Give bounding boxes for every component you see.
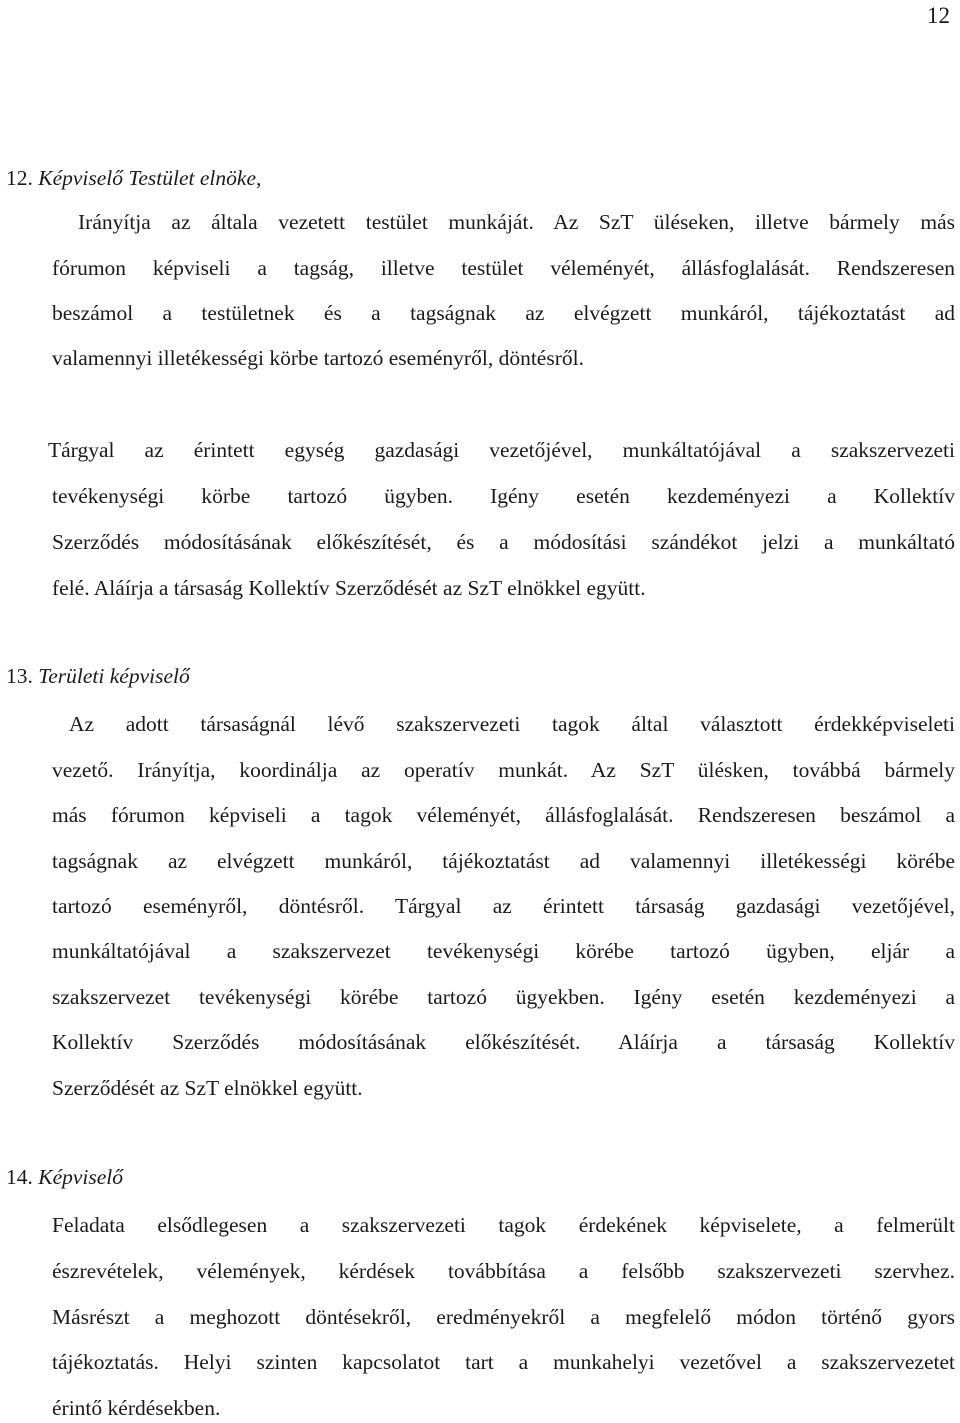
text-line: Tárgyal az érintett egység gazdasági vezetőjével, munkáltatójával a szakszervezeti (48, 438, 955, 462)
section-14-heading (6, 1165, 123, 1190)
text-line: más fórumon képviseli a tagok véleményét, állásfoglalását. Rendszeresen beszámol a (52, 803, 955, 827)
text-line: Szerződés módosításának előkészítését, és a módosítási szándékot jelzi a munkáltató (52, 530, 955, 554)
text-line: munkáltatójával a szakszervezet tevékenységi körébe tartozó ügyben, eljár a (52, 939, 955, 963)
section-title: Képviselő (38, 1165, 124, 1189)
section-number: 13. (6, 664, 33, 688)
text-line: Szerződését az SzT elnökkel együtt. (52, 1076, 363, 1100)
text-line: vezető. Irányítja, koordinálja az operatív munkát. Az SzT ülésken, továbbá bármely (52, 758, 955, 782)
text-line: Feladata elsődlegesen a szakszervezeti tagok érdekének képviselete, a felmerült (52, 1213, 955, 1237)
section-title: Területi képviselő (38, 664, 190, 688)
section-13-heading (6, 664, 190, 689)
text-line: észrevételek, vélemények, kérdések továbbítása a felsőbb szakszervezeti szervhez. (52, 1259, 955, 1283)
section-number: 14. (6, 1165, 33, 1189)
text-line: tájékoztatás. Helyi szinten kapcsolatot tart a munkahelyi vezetővel a szakszervezetet (52, 1350, 955, 1374)
text-line: felé. Aláírja a társaság Kollektív Szerződését az SzT elnökkel együtt. (52, 576, 646, 600)
text-line: érintő kérdésekben. (52, 1396, 221, 1420)
page-number: 12 (927, 3, 950, 28)
section-12-heading (6, 166, 261, 191)
text-line: tagságnak az elvégzett munkáról, tájékoztatást ad valamennyi illetékességi körébe (52, 849, 955, 873)
text-line: szakszervezet tevékenységi körébe tartozó ügyekben. Igény esetén kezdeményezi a (52, 985, 955, 1009)
text-line: tevékenységi körbe tartozó ügyben. Igény esetén kezdeményezi a Kollektív (52, 484, 955, 508)
text-line: Másrészt a meghozott döntésekről, eredményekről a megfelelő módon történő gyors (52, 1305, 955, 1329)
text-line: Az adott társaságnál lévő szakszervezeti tagok által választott érdekképviseleti (69, 712, 955, 736)
section-title: Képviselő Testület elnöke, (38, 166, 262, 190)
text-line: fórumon képviseli a tagság, illetve testület véleményét, állásfoglalását. Rendszeresen (52, 256, 955, 280)
section-number: 12. (6, 166, 33, 190)
text-line: Irányítja az általa vezetett testület munkáját. Az SzT üléseken, illetve bármely más (78, 210, 955, 234)
text-line: beszámol a testületnek és a tagságnak az elvégzett munkáról, tájékoztatást ad (52, 301, 955, 325)
text-line: valamennyi illetékességi körbe tartozó eseményről, döntésről. (52, 346, 584, 370)
text-line: Kollektív Szerződés módosításának előkészítését. Aláírja a társaság Kollektív (52, 1030, 955, 1054)
text-line: tartozó eseményről, döntésről. Tárgyal az érintett társaság gazdasági vezetőjével, (52, 894, 955, 918)
